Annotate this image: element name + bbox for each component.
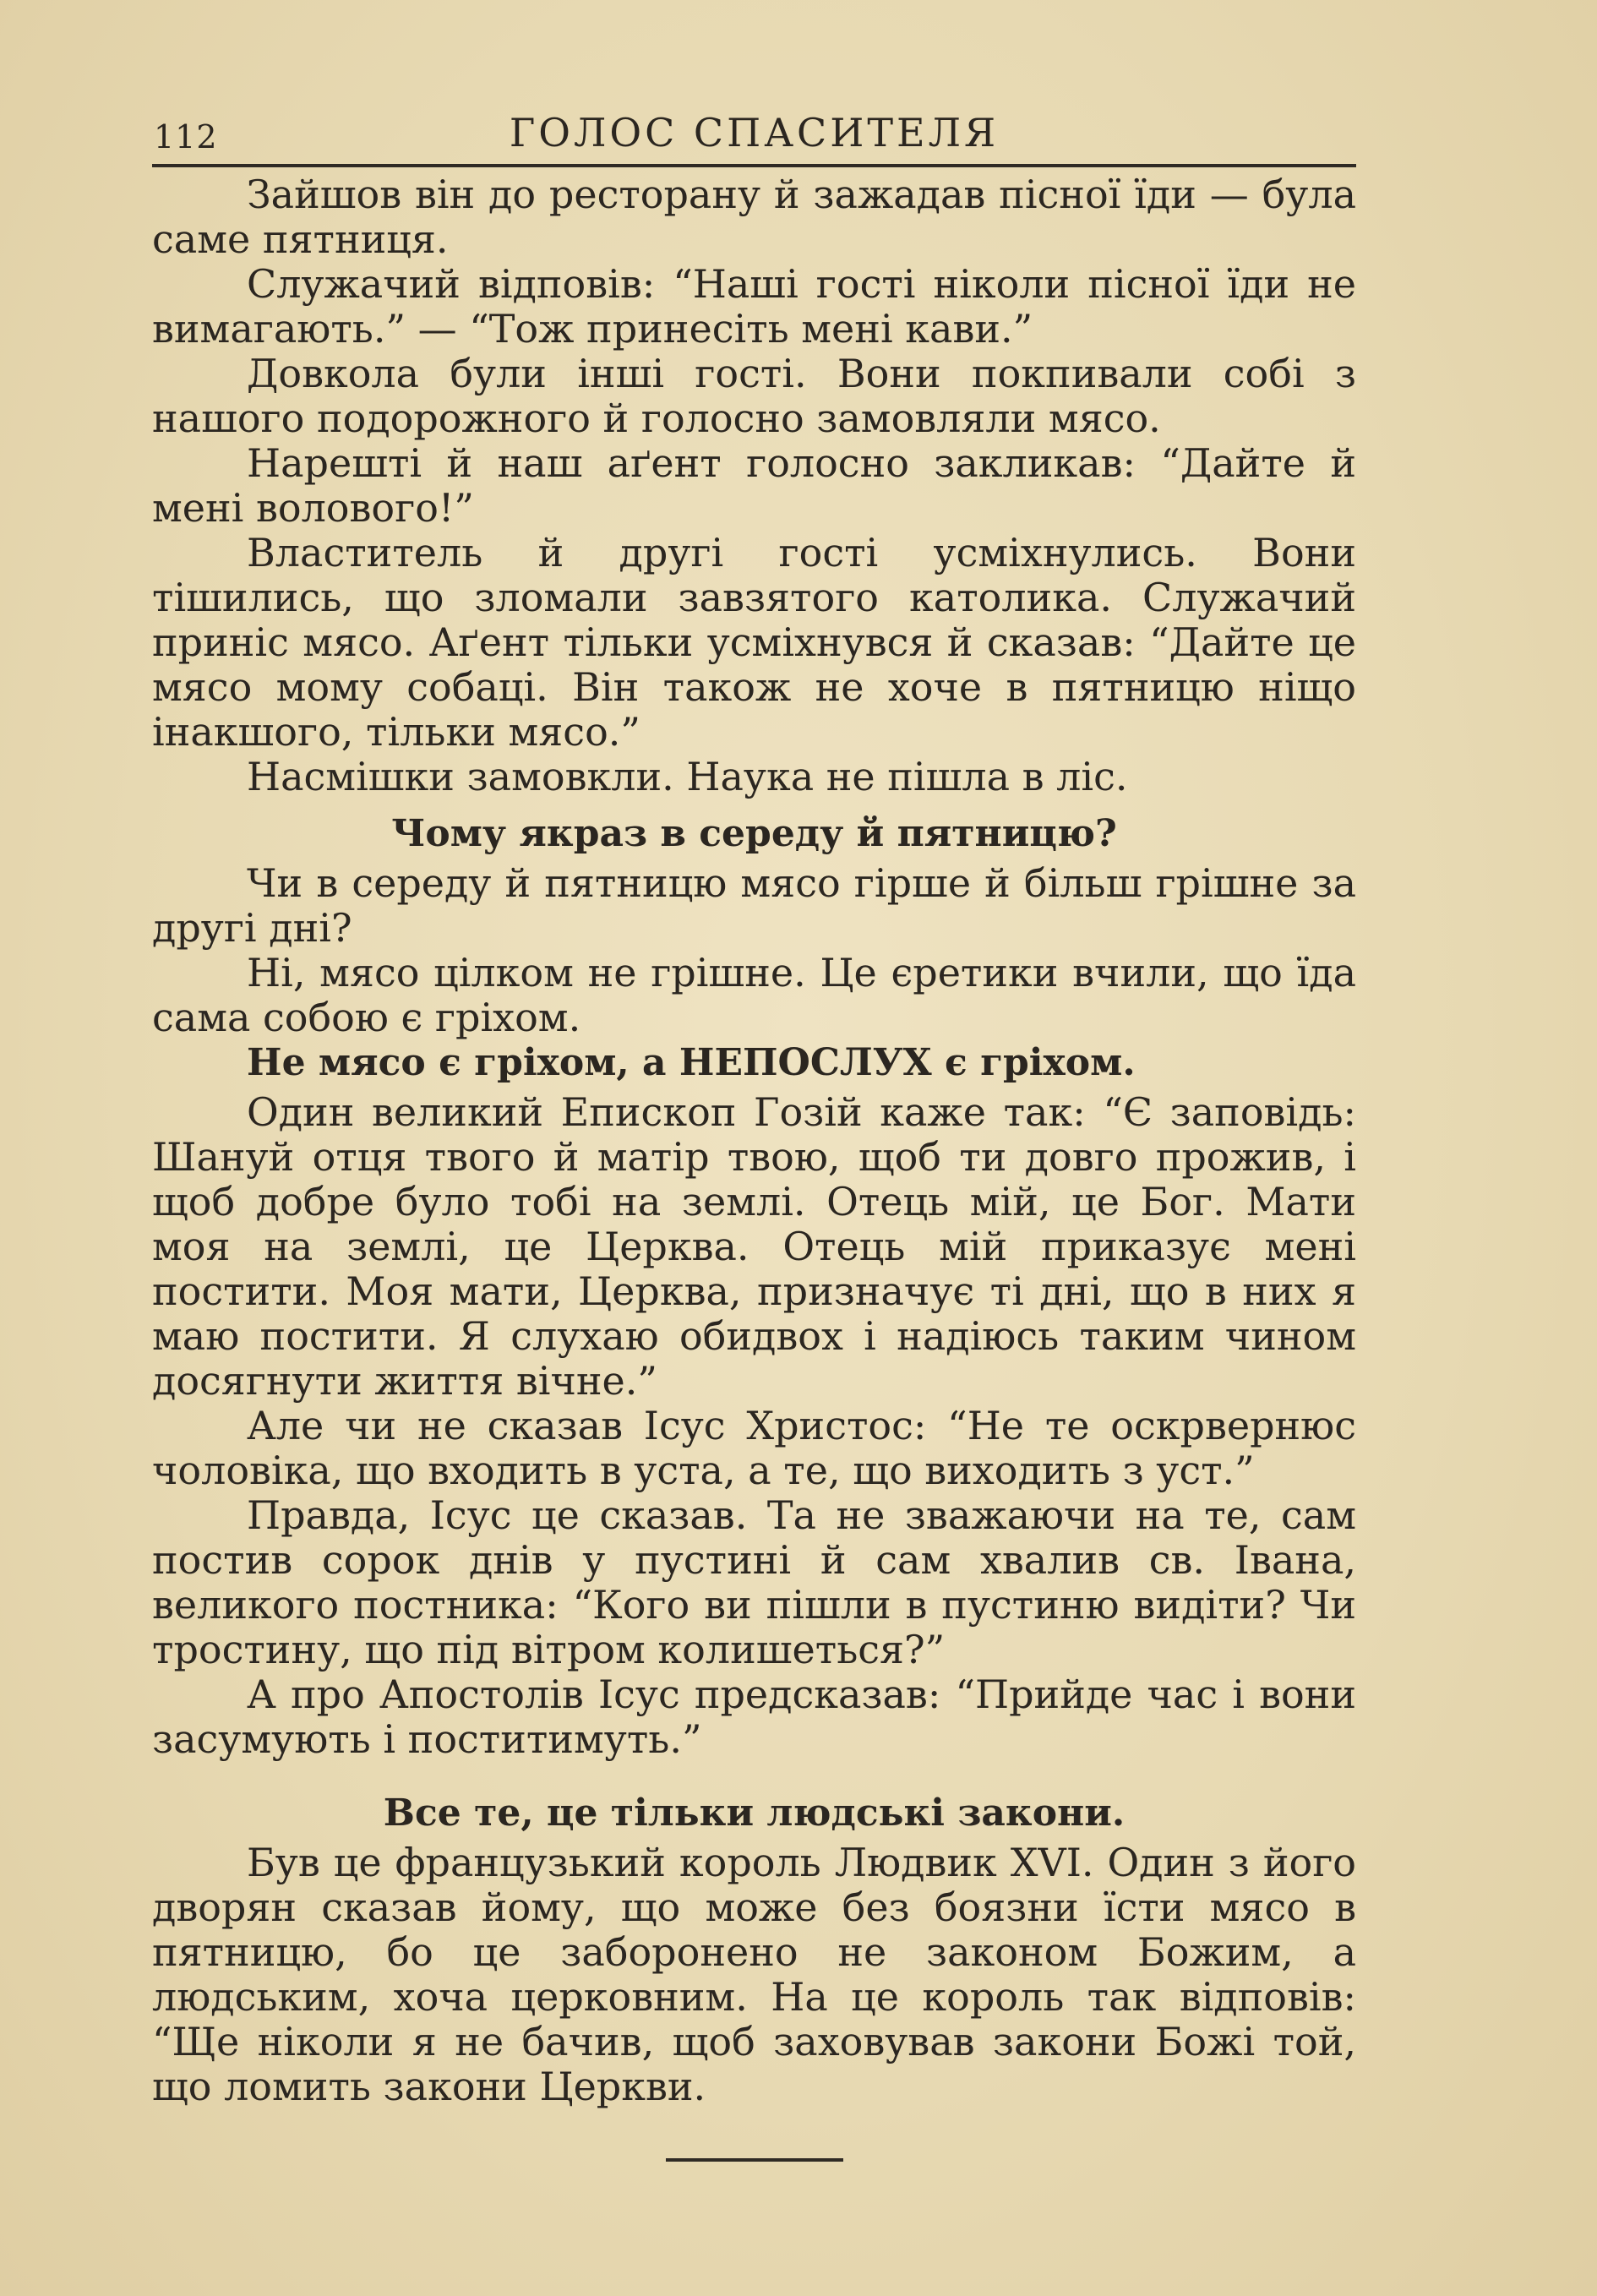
end-rule bbox=[666, 2158, 843, 2162]
running-title: ГОЛОС СПАСИТЕЛЯ bbox=[509, 110, 1000, 155]
paragraph: Чи в середу й пятницю мясо гірше й більш грішне за другі дні? bbox=[152, 860, 1356, 951]
section-heading: Чому якраз в середу й пятницю? bbox=[391, 812, 1117, 855]
section-heading: Все те, це тільки людські закони. bbox=[383, 1792, 1126, 1835]
paragraph: Ні, мясо цілком не грішне. Це єретики вчили, що їда сама собою є гріхом. bbox=[152, 950, 1356, 1040]
paragraph: Нарешті й наш аґент голосно закликав: “Дайте й мені волового!” bbox=[152, 440, 1356, 531]
section-wednesday-friday bbox=[152, 861, 1356, 1040]
section-human-laws bbox=[152, 1841, 1356, 2109]
paragraph: Правда, Ісус це сказав. Та не зважаючи на те, сам постив сорок днів у пустині й сам хвалив св. Івана, великого постника: “Кого ви пішли в пустиню видіти? Чи тростину, що під вітром колишеться?” bbox=[152, 1492, 1356, 1672]
paragraph: Один великий Епископ Гозій каже так: “Є заповідь: Шануй отця твого й матір твою, щоб ти довго прожив, і щоб добре було тобі на землі. Отець мій, це Бог. Мати моя на землі, це Церква. Отець мій приказує мені постити. Моя мати, Церква, призначує ті дні, що в них я маю постити. Я слухаю обидвох і надіюсь таким чином досягнути життя вічне.” bbox=[152, 1089, 1356, 1404]
page-number: 112 bbox=[154, 118, 218, 155]
section-intro bbox=[152, 172, 1356, 799]
paragraph: Служачий відповів: “Наші гості ніколи пісної їди не вимагають.” — “Тож принесіть мені кави.” bbox=[152, 261, 1356, 352]
paragraph: Властитель й другі гості усміхнулись. Вони тішились, що зломали завзятого католика. Служачий приніс мясо. Аґент тільки усміхнувся й сказав: “Дайте це мясо мому собаці. Він також не хоче в пятницю ніщо інакшого, тільки мясо.” bbox=[152, 530, 1356, 755]
page-body bbox=[152, 172, 1356, 2162]
paragraph: Був це французький король Людвик XVI. Один з його дворян сказав йому, що може без боязни їсти мясо в пятницю, бо це заборонено не законом Божим, а людським, хоча церковним. На це король так відповів: “Ще ніколи я не бачив, щоб заховував закони Божі той, що ломить закони Церкви. bbox=[152, 1840, 1356, 2109]
paragraph: Але чи не сказав Ісус Христос: “Не те оскрвернюс чоловіка, що входить в уста, а те, що виходить з уст.” bbox=[152, 1403, 1356, 1493]
paragraph: А про Апостолів Ісус предсказав: “Прийде час і вони засумують і поститимуть.” bbox=[152, 1672, 1356, 1762]
paragraph: Насмішки замовкли. Наука не пішла в ліс. bbox=[247, 754, 1128, 799]
paragraph: Довкола були інші гості. Вони покпивали собі з нашого подорожного й голосно замовляли мясо. bbox=[152, 351, 1356, 441]
emphasis-line: Не мясо є гріхом, а НЕПОСЛУХ є гріхом. bbox=[247, 1041, 1136, 1084]
page-header bbox=[152, 100, 1356, 167]
book-page bbox=[152, 100, 1356, 2263]
paragraph: Зайшов він до ресторану й зажадав пісної їди — була саме пятниця. bbox=[152, 172, 1356, 262]
section-obedience bbox=[152, 1090, 1356, 1762]
